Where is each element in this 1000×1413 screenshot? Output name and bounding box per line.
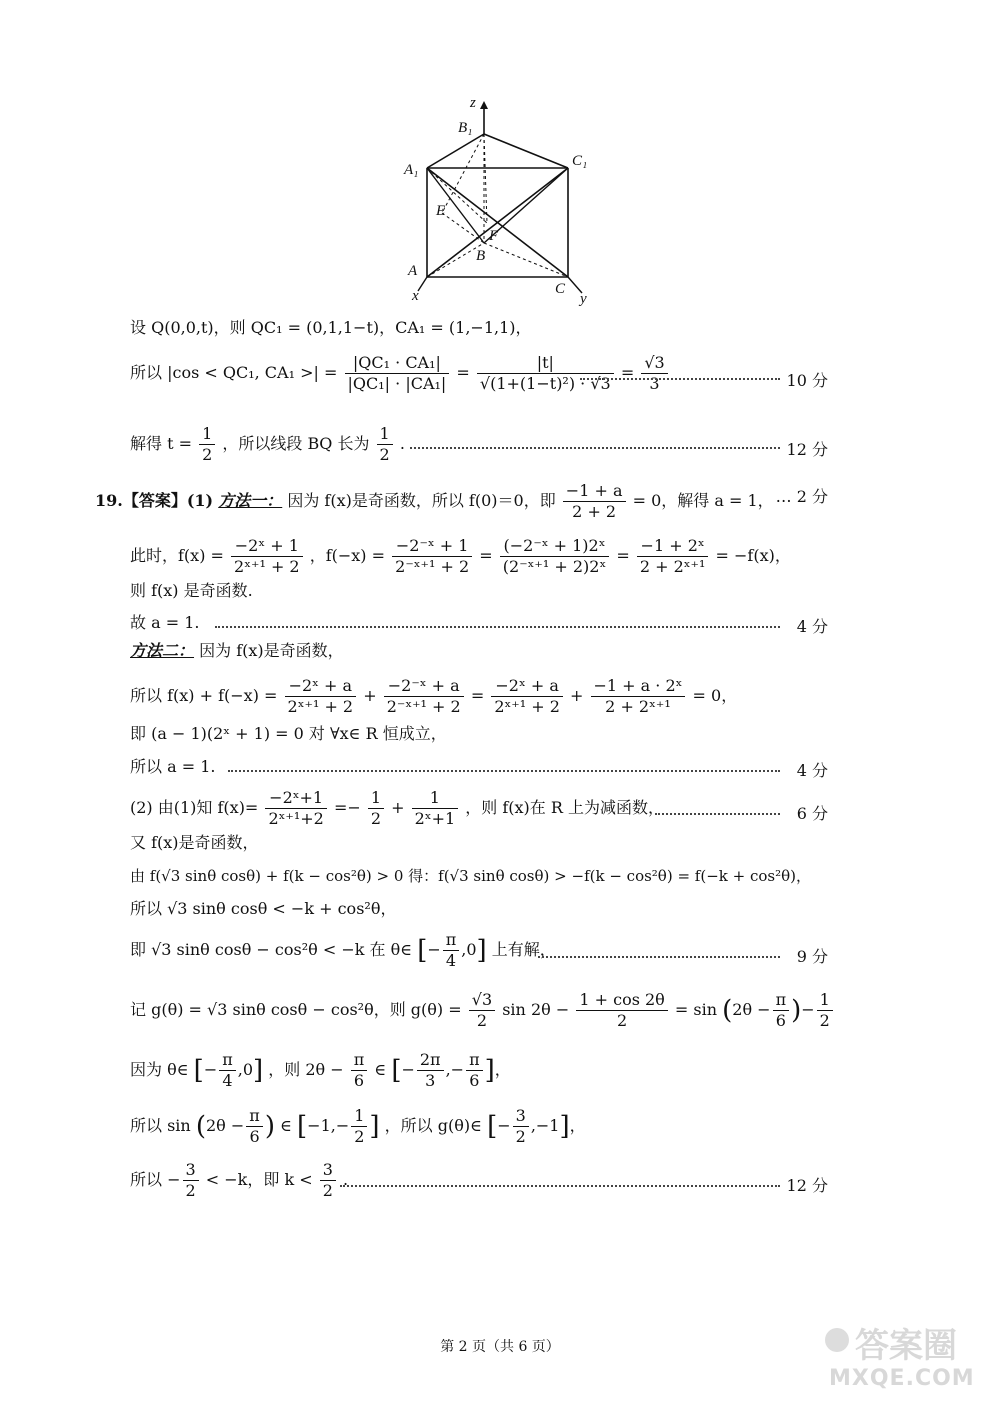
score-2-text: 2 分	[796, 487, 828, 506]
frac-den: 2	[616, 1011, 628, 1030]
p2-l6-frac-a	[469, 990, 495, 1031]
frac-num: 1	[377, 424, 393, 445]
label-E: E	[436, 203, 446, 219]
score-leader-dots	[228, 770, 780, 772]
frac-den: 2 + 2ˣ⁺¹	[639, 557, 706, 576]
score-leader-dots	[340, 1185, 780, 1187]
score-2: … 2 分	[775, 487, 828, 506]
p2-plus: +	[391, 798, 405, 817]
frac-num: 1	[368, 788, 384, 809]
frac-b	[392, 536, 472, 577]
frac-num: π	[351, 1050, 368, 1071]
frac-num: −1 + a · 2ˣ	[591, 676, 686, 697]
label-A: A	[408, 263, 418, 279]
label-y: y	[580, 291, 587, 307]
method2-line-4: 所以 a = 1.	[130, 757, 216, 776]
half-frac	[199, 424, 215, 465]
wechat-icon	[825, 1328, 849, 1352]
p2-l8-frac-c	[513, 1106, 529, 1147]
frac-den: √(1+(1−t)²) · √3	[479, 374, 611, 393]
cos-frac-1	[345, 353, 450, 394]
frac-den: 2⁻ˣ⁺¹ + 2	[395, 557, 470, 576]
m2-frac-d	[591, 676, 686, 717]
frac-den: |QC₁| · |CA₁|	[347, 374, 447, 393]
score-leader-dots	[538, 956, 780, 958]
score-4a: 4 分	[796, 617, 828, 636]
label-B: B	[476, 248, 486, 264]
score-12b: 12 分	[786, 1176, 828, 1195]
frac-den: 2ˣ+1	[414, 809, 456, 828]
q19-l1-text: 因为 f(x)是奇函数，所以 f(0)＝0，即	[287, 491, 556, 510]
watermark-sub: MXQE.COM	[829, 1366, 975, 1391]
method-two-label: 方法二：	[130, 641, 195, 660]
p2-l5-prefix: 即 √3 sinθ cosθ − cos²θ < −k 在 θ∈	[130, 940, 413, 959]
solve-end: .	[399, 434, 405, 453]
score-12a: 12 分	[786, 440, 828, 459]
frac-num: π	[466, 1050, 483, 1071]
p2-frac-b	[368, 788, 384, 829]
frac-den: 3	[425, 1071, 436, 1090]
p2-l6-frac-d	[817, 990, 833, 1031]
frac-num: −2⁻ˣ + a	[384, 676, 464, 697]
label-z: z	[470, 95, 476, 111]
p2-l6-prefix: 记 g(θ) = √3 sinθ cosθ − cos²θ，则 g(θ) =	[130, 1000, 462, 1019]
label-x: x	[412, 288, 419, 304]
z-axis-arrow	[480, 101, 488, 109]
frac-num: 1 + cos 2θ	[576, 990, 667, 1011]
p2-l9-frac-b	[320, 1160, 336, 1201]
frac-num: 1	[817, 990, 833, 1011]
m2-l1: 因为 f(x)是奇函数，	[199, 641, 344, 660]
frac-den: 2	[354, 1127, 365, 1146]
q19-line-1	[95, 481, 774, 522]
method2-line-3: 即 (a − 1)(2ˣ + 1) = 0 对 ∀x∈ R 恒成立，	[130, 724, 447, 743]
p2-l8-frac-a	[246, 1106, 263, 1147]
frac-num: 3	[320, 1160, 336, 1181]
frac-num: −1 + a	[563, 481, 626, 502]
cos-frac-2	[477, 353, 614, 394]
score-leader-dots	[410, 447, 780, 449]
score-10: 10 分	[786, 371, 828, 390]
p2-frac-c	[412, 788, 459, 829]
frac-num: (−2⁻ˣ + 1)2ˣ	[500, 536, 609, 557]
p2-tail: ，则 f(x)在 R 上为减函数，	[465, 798, 665, 817]
p2-l6-frac-b	[576, 990, 667, 1031]
p2-l7-frac-b	[351, 1050, 368, 1091]
p2-l8-frac-b	[351, 1106, 367, 1147]
frac-num: √3	[641, 353, 667, 374]
frac-den: 2	[185, 1181, 196, 1200]
p2-l9-prefix: 所以 −	[130, 1170, 181, 1189]
frac-den: 6	[249, 1127, 260, 1146]
part2-line-5: 即 √3 sinθ cosθ − cos²θ < −k 在 θ∈ [− $\frac{\pi}{4}$ ,0] 上有解，	[130, 930, 556, 970]
frac-den: 4	[222, 1071, 233, 1090]
frac-num: −2ˣ + 1	[231, 536, 303, 557]
frac-den: 2	[476, 1011, 488, 1030]
frac-d	[637, 536, 709, 577]
frac-den: 2ˣ⁺¹ + 2	[287, 697, 354, 716]
l2-mid: ，f(−x) =	[309, 546, 386, 565]
p2-l8-mid: ∈	[280, 1116, 292, 1135]
score-leader-dots	[580, 378, 780, 380]
frac-den: 6	[469, 1071, 480, 1090]
frac-den: 2ˣ⁺¹+2	[268, 809, 324, 828]
frac-den: 6	[353, 1071, 365, 1090]
frac-num: 1	[412, 788, 459, 809]
watermark-logo	[825, 1318, 995, 1398]
frac-den: 4	[445, 951, 457, 970]
frac-num: π	[443, 930, 460, 951]
frac-num: −2ˣ + a	[491, 676, 563, 697]
p2-l7-mid: ，则 2θ −	[268, 1060, 344, 1079]
page-footer: 第 2 页（共 6 页）	[440, 1339, 560, 1355]
frac-num: −1 + 2ˣ	[637, 536, 709, 557]
p2-l7-frac-c	[417, 1050, 444, 1091]
frac-den: 2 + 2ˣ⁺¹	[605, 697, 671, 716]
watermark-main: 答案圈	[855, 1326, 957, 1366]
frac-den: 2 + 2	[572, 502, 617, 521]
p2-l7-frac-d	[466, 1050, 483, 1091]
frac-den: (2⁻ˣ⁺¹ + 2)2ˣ	[502, 557, 607, 576]
frac-a	[231, 536, 303, 577]
score-leader-dots	[655, 813, 780, 815]
part2-line-6: 记 g(θ) = √3 sinθ cosθ − cos²θ，则 g(θ) = $\frac{√3}{2}$ sin 2θ − $\frac{1 + \cos 2\theta}{2}$ = sin (2θ − $\frac{\pi}{6}$ )− $\frac{1}{2}$	[130, 990, 835, 1031]
part2-line-7: 因为 θ∈ [− $\frac{\pi}{4}$ ,0] ，则 2θ − $\frac{\pi}{6}$ ∈ [− $\frac{2\pi}{3}$ ,− $\frac{\pi}{6}$ ]，	[130, 1050, 511, 1090]
method2-line-2: 所以 f(x) + f(−x) = $\frac{\text{−2ˣ + a}}{\text{2ˣ⁺¹ + 2}}$ + $\frac{\text{−2⁻ˣ + a}}{\text{2⁻ˣ⁺¹ + 2}}$ = $\frac{\text{−2ˣ + a}}{\text{2ˣ⁺¹ + 2}}$ + $\frac{\text{−1 + a · 2ˣ}}{\text{2 + 2ˣ⁺¹}}$ = 0，	[130, 676, 738, 716]
q19-line-4: 故 a = 1.	[130, 613, 200, 632]
frac-den: 2	[322, 1181, 333, 1200]
method-one-label: 方法一：	[218, 491, 283, 510]
label-C: C	[555, 281, 566, 297]
label-B1: B₁	[458, 120, 473, 136]
score-6: 6 分	[796, 804, 828, 823]
q19-frac	[563, 481, 626, 522]
part2-line-8: 所以 sin (2θ − $\frac{\pi}{6}$ ) ∈ [−1,− $\frac{1}{2}$ ] ，所以 g(θ)∈ [− $\frac{3}{2}$ ,−1]，	[130, 1106, 586, 1146]
l2-tail: = −f(x)，	[715, 546, 791, 565]
p2-l6-frac-c	[773, 990, 790, 1031]
frac-den: 2ˣ⁺¹ + 2	[234, 557, 300, 576]
part2-line-1	[130, 788, 664, 829]
frac-den: 6	[775, 1011, 786, 1030]
p2-l8-mid2: ，所以 g(θ)∈	[384, 1116, 482, 1135]
solve-prefix: 解得 t =	[130, 434, 193, 453]
p2-l6-mid2: = sin	[674, 1000, 718, 1019]
p2-l6-mid: sin 2θ −	[502, 1000, 570, 1019]
frac-den: 2	[370, 809, 382, 828]
p2-l8-prefix: 所以 sin	[130, 1116, 191, 1135]
frac-num: |t|	[477, 353, 614, 374]
frac-num: π	[773, 990, 790, 1011]
half-frac-2	[377, 424, 393, 465]
frac-den: 2	[379, 445, 390, 464]
frac-num: π	[219, 1050, 236, 1071]
cos-frac-3	[641, 353, 667, 394]
q19-line-2: 此时，f(x) = $\frac{\text{−2ˣ + 1}}{\text{2ˣ⁺¹ + 2}}$ ，f(−x) = $\frac{\text{−2⁻ˣ + 1}}{\text{2⁻ˣ⁺¹ + 2}}$ = $\frac{\text{(−2⁻ˣ + 1)2ˣ}}{\text{(2⁻ˣ⁺¹ + 2)2ˣ}}$ = $\frac{\text{−1 + 2ˣ}}{\text{2 + 2ˣ⁺¹}}$ = −f(x)，	[130, 536, 791, 576]
frac-num: 1	[351, 1106, 367, 1127]
p2-l7-prefix: 因为 θ∈	[130, 1060, 189, 1079]
label-C1: C₁	[572, 153, 588, 169]
frac-num: π	[246, 1106, 263, 1127]
frac-num: √3	[469, 990, 495, 1011]
score-4b: 4 分	[796, 761, 828, 780]
score-leader-dots	[215, 626, 780, 628]
prism-figure	[390, 95, 610, 310]
cos-prefix: 所以 |cos < QC₁, CA₁ >| =	[130, 363, 338, 382]
p2-l5-tail: 上有解，	[491, 940, 556, 959]
p2-l7-in: ∈	[374, 1060, 387, 1079]
text-line-cos: 所以 |cos < QC₁, CA₁ >| = $\frac{\text{|QC₁ · CA₁|}}{\text{|QC₁| · |CA₁|}}$ = $\frac{|t|}{\text{√(1+(1−t)²) · √3}}$ = $\frac{√3}{3}$	[130, 353, 670, 394]
part2-line-3: 由 f(√3 sinθ cosθ) + f(k − cos²θ) > 0 得：f(√3 sinθ cosθ) > −f(k − cos²θ) = f(−k + cos²θ)，	[130, 867, 811, 885]
label-A1: A₁	[404, 162, 419, 178]
frac-num: 3	[183, 1160, 199, 1181]
frac-num: 3	[513, 1106, 529, 1127]
q19-l1-tail: = 0，解得 a = 1，	[632, 491, 774, 510]
m2-prefix: 所以 f(x) + f(−x) =	[130, 686, 278, 705]
m2-frac-a	[285, 676, 357, 717]
frac-num: |QC₁ · CA₁|	[345, 353, 450, 374]
p2-l9-frac-a	[183, 1160, 199, 1201]
frac-den: 2	[515, 1127, 526, 1146]
frac-den: 2	[819, 1011, 830, 1030]
text-line-solve-t	[130, 424, 405, 465]
p2-l7-frac-a	[219, 1050, 236, 1091]
frac-den: 2	[202, 445, 213, 464]
q19-heading: 19.【答案】(1)	[95, 491, 214, 510]
m2-frac-c	[491, 676, 563, 717]
method2-line-1	[130, 640, 344, 662]
p2-l9-end: .	[343, 1170, 349, 1189]
q19-line-3: 则 f(x) 是奇函数.	[130, 581, 253, 600]
l2-prefix: 此时，f(x) =	[130, 546, 224, 565]
score-9: 9 分	[796, 947, 828, 966]
label-F: F	[489, 228, 499, 244]
p2-frac-a	[265, 788, 326, 829]
frac-num: −2ˣ+1	[265, 788, 326, 809]
frac-num: 1	[199, 424, 215, 445]
frac-den: 2ˣ⁺¹ + 2	[494, 697, 560, 716]
p2-mid: =−	[333, 798, 361, 817]
frac-num: −2ˣ + a	[285, 676, 357, 697]
solve-mid: ，所以线段 BQ 长为	[222, 434, 370, 453]
text-line-q-setup: 设 Q(0,0,t)，则 QC₁ = (0,1,1−t)，CA₁ = (1,−1,1)，	[130, 318, 532, 337]
p2-l9-mid: < −k，即 k <	[205, 1170, 313, 1189]
frac-den: 3	[649, 374, 660, 393]
frac-num: −2⁻ˣ + 1	[392, 536, 472, 557]
m2-tail: = 0，	[692, 686, 738, 705]
p2-prefix: (2) 由(1)知 f(x)=	[130, 798, 259, 817]
frac-num: 2π	[417, 1050, 444, 1071]
part2-line-4: 所以 √3 sinθ cosθ < −k + cos²θ，	[130, 899, 397, 918]
frac-den: 2⁻ˣ⁺¹ + 2	[386, 697, 461, 716]
part2-line-2: 又 f(x)是奇函数，	[130, 833, 259, 852]
frac-c	[500, 536, 609, 577]
part2-line-9	[130, 1160, 348, 1201]
m2-frac-b	[384, 676, 464, 717]
p2-l5-frac	[443, 930, 460, 971]
